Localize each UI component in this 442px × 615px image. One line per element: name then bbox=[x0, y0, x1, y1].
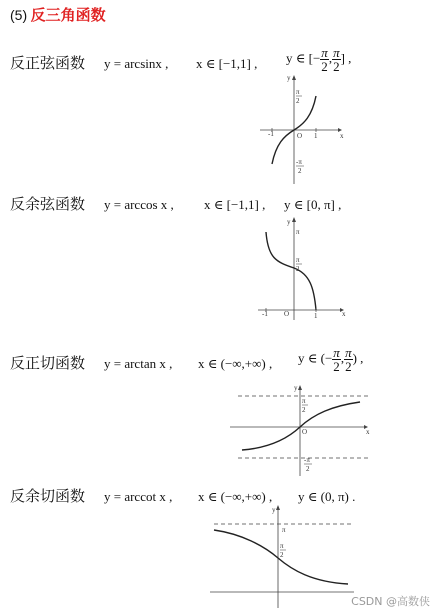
label-neg1: -1 bbox=[268, 130, 274, 138]
label-2: 2 bbox=[296, 265, 300, 273]
label-y: y bbox=[287, 218, 291, 226]
arcsin-formula: y = arcsinx , bbox=[104, 56, 169, 71]
section-heading bbox=[10, 4, 106, 25]
label-x: x bbox=[340, 132, 344, 140]
arccos-curve bbox=[266, 232, 316, 310]
label-pi-top: π bbox=[296, 228, 300, 236]
y-axis-arrow bbox=[298, 385, 302, 390]
label-1: 1 bbox=[314, 312, 318, 320]
label-y: y bbox=[272, 506, 276, 514]
arccos-label: 反余弦函数 bbox=[10, 195, 86, 213]
arctan-range: y ∈ (− $\frac{\pi}{2}$ , $\frac{\pi}{2}$ ) , bbox=[298, 345, 364, 374]
label-pi: π bbox=[296, 256, 300, 264]
arctan-graph bbox=[228, 386, 374, 478]
arccos-domain: x ∈ [−1,1] , bbox=[204, 197, 266, 212]
y-axis-arrow bbox=[292, 75, 296, 80]
arcsin-range: y ∈ [− $\frac{\pi}{2}$ , $\frac{\pi}{2}$ ] , bbox=[286, 45, 352, 74]
label-y: y bbox=[294, 384, 298, 392]
y-axis-arrow bbox=[292, 217, 296, 222]
arctan-formula: y = arctan x , bbox=[104, 356, 173, 371]
label-neg1: -1 bbox=[262, 310, 268, 318]
arctan-label: 反正切函数 bbox=[10, 354, 86, 372]
label-1: 1 bbox=[314, 132, 318, 140]
label-pi-top: π bbox=[282, 526, 286, 534]
arcsin-label: 反正弦函数 bbox=[10, 54, 86, 72]
label-origin: O bbox=[302, 428, 308, 436]
arccos-formula: y = arccos x , bbox=[104, 197, 174, 212]
arctan-curve bbox=[242, 402, 360, 450]
label-x: x bbox=[366, 428, 370, 436]
watermark: CSDN @高数侠 bbox=[351, 595, 430, 608]
label-origin: O bbox=[297, 132, 303, 140]
arccot-formula: y = arccot x , bbox=[104, 489, 173, 504]
label-2: 2 bbox=[296, 97, 300, 105]
arcsin-domain: x ∈ [−1,1] , bbox=[196, 56, 258, 71]
label-origin: O bbox=[284, 310, 290, 318]
label-pi: π bbox=[296, 88, 300, 96]
label-y: y bbox=[287, 74, 291, 82]
arctan-domain: x ∈ (−∞,+∞) , bbox=[198, 356, 273, 371]
label-negpi: -π bbox=[296, 158, 302, 166]
heading-number: (5) bbox=[10, 7, 28, 23]
label-negpi: -π bbox=[304, 456, 310, 464]
arccot-graph bbox=[208, 506, 358, 610]
arccos-range: y ∈ [0, π] , bbox=[284, 197, 342, 212]
label-pi: π bbox=[302, 397, 306, 405]
arccot-label: 反余切函数 bbox=[10, 487, 86, 505]
y-axis-arrow bbox=[276, 505, 280, 510]
arccos-graph bbox=[254, 218, 350, 322]
arcsin-graph bbox=[256, 74, 346, 186]
label-2b: 2 bbox=[306, 465, 310, 473]
label-x: x bbox=[342, 310, 346, 318]
arccot-range: y ∈ (0, π) . bbox=[298, 489, 356, 504]
label-2b: 2 bbox=[298, 167, 302, 175]
label-2: 2 bbox=[280, 551, 284, 559]
label-2: 2 bbox=[302, 406, 306, 414]
heading-title: 反三角函数 bbox=[30, 6, 106, 24]
label-pi: π bbox=[280, 542, 284, 550]
arccot-domain: x ∈ (−∞,+∞) , bbox=[198, 489, 273, 504]
